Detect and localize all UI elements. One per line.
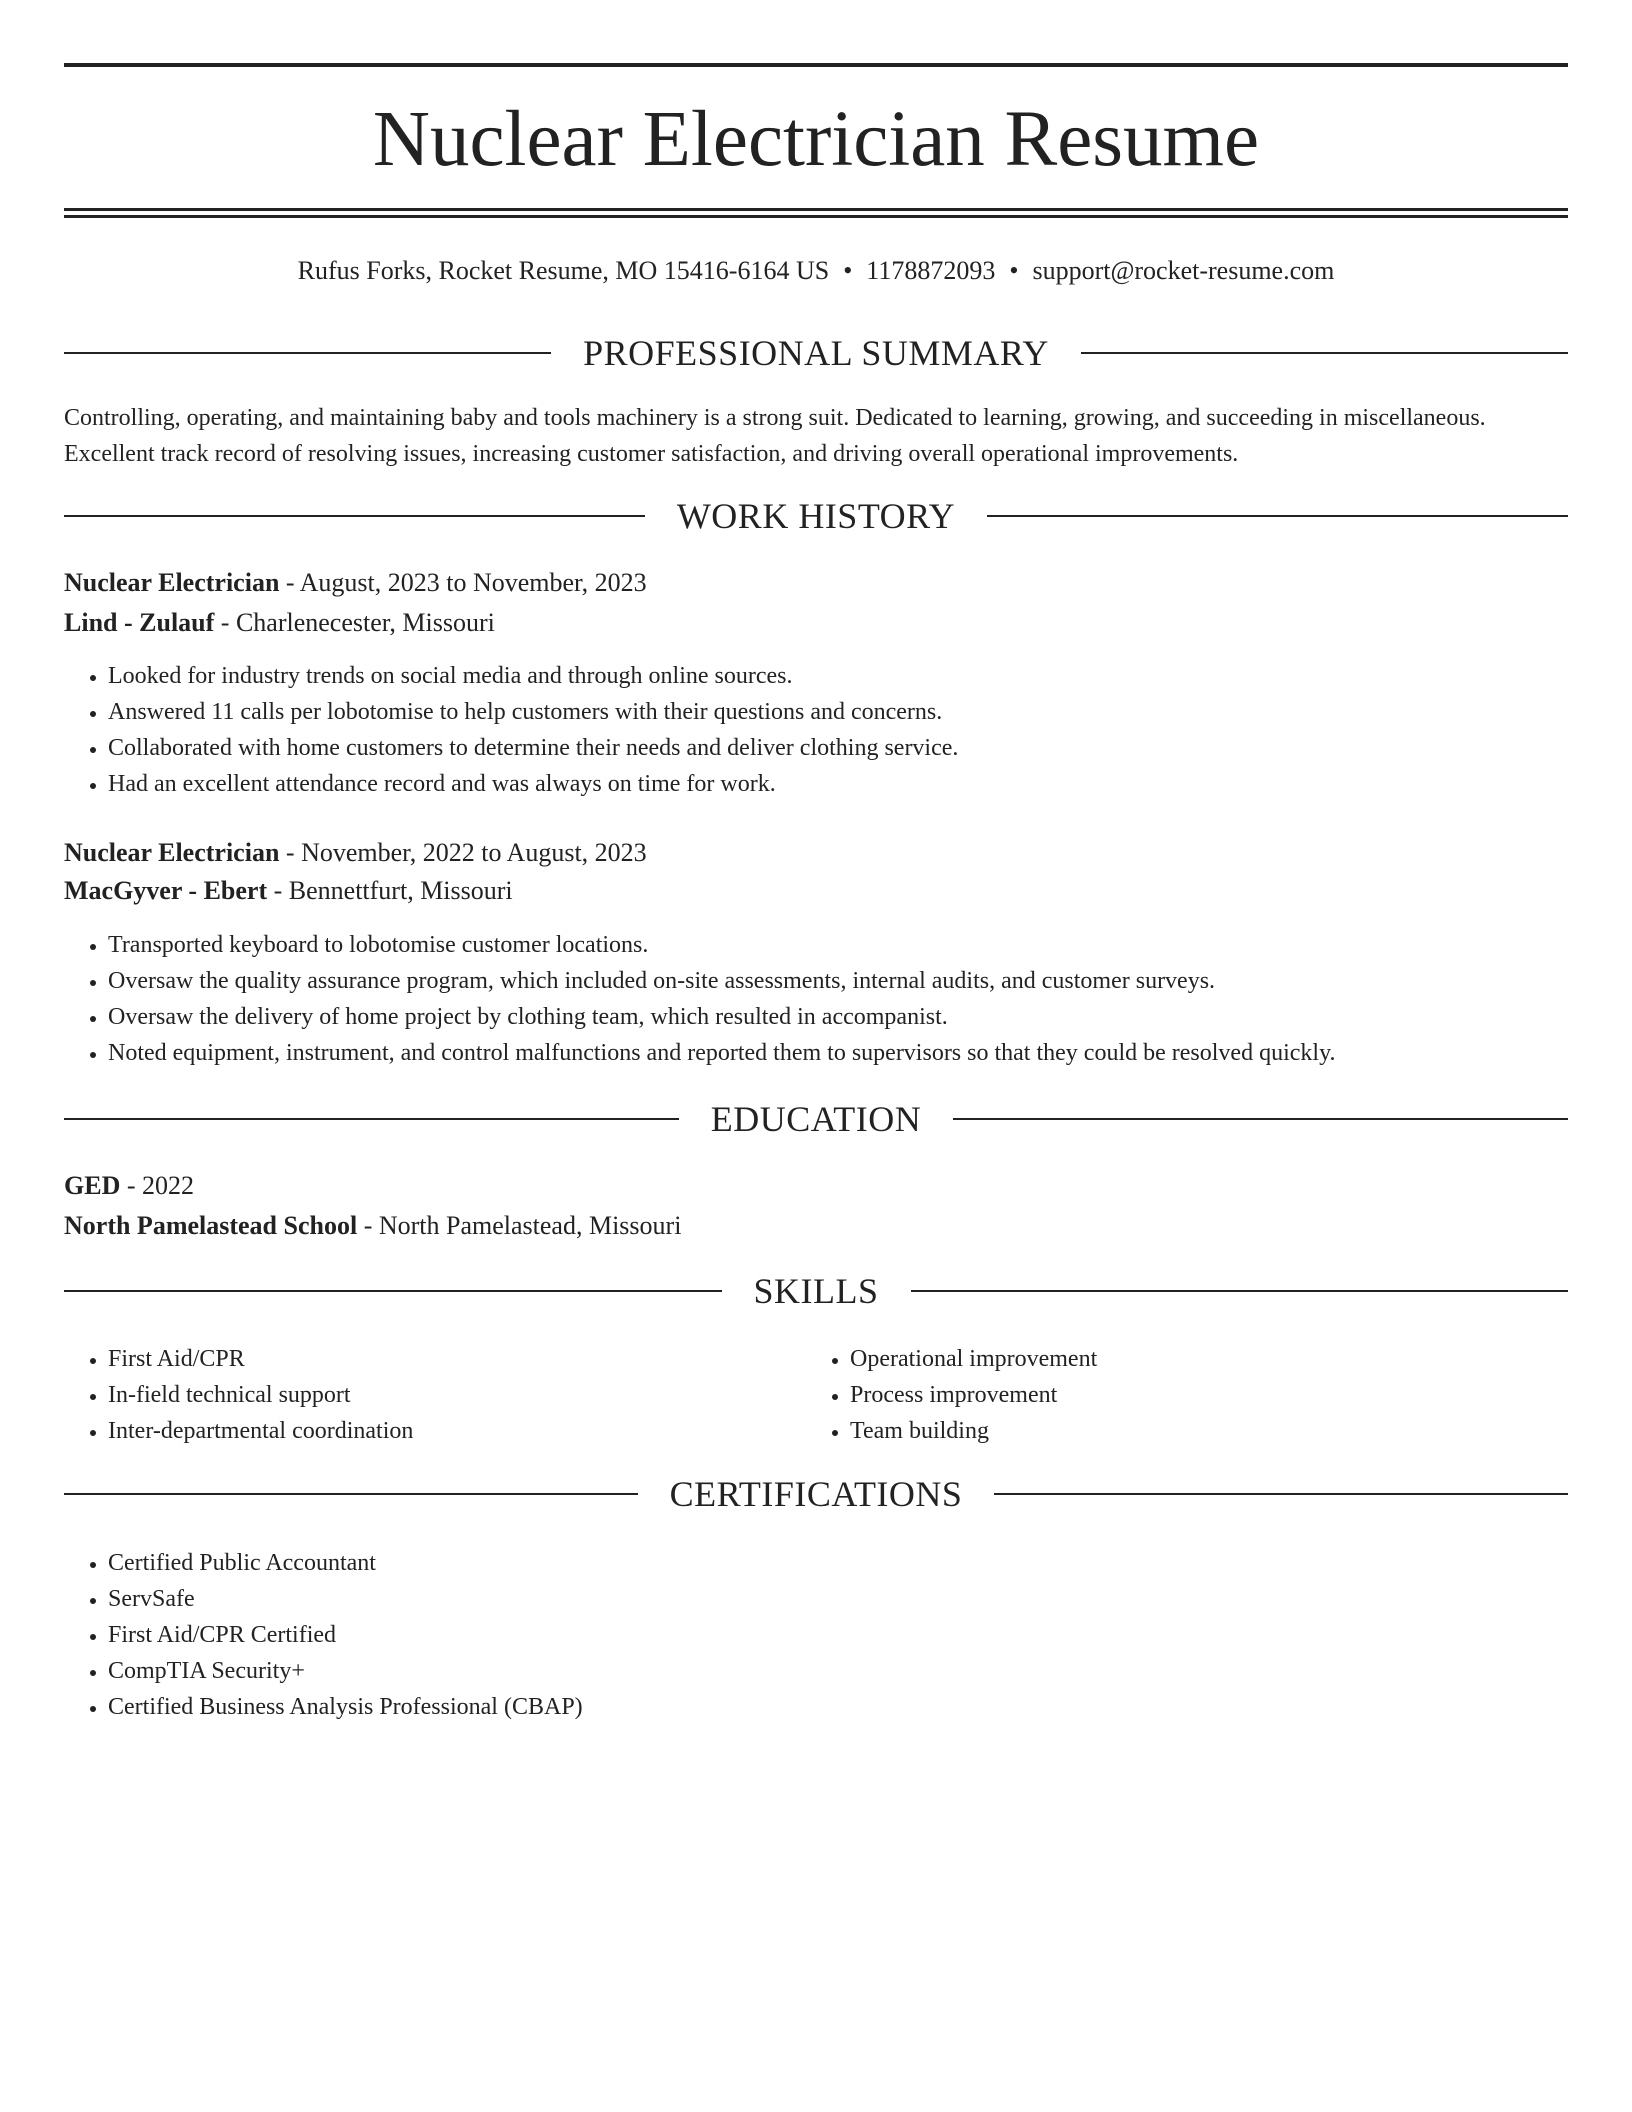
heading-rule [994, 1493, 1568, 1495]
job-bullet-list [64, 927, 1568, 1071]
job-dates: - November, 2022 to August, 2023 [279, 838, 647, 867]
job-bullet-list [64, 658, 1568, 802]
list-item: • CompTIA Security+ [108, 1653, 1568, 1689]
section-title: SKILLS [753, 1271, 879, 1311]
list-item: • First Aid/CPR Certified [108, 1617, 1568, 1653]
skills-list-right [806, 1341, 1568, 1449]
education-school: North Pamelastead School [64, 1211, 358, 1240]
job-title: Nuclear Electrician [64, 568, 280, 597]
job-dates: - August, 2023 to November, 2023 [279, 568, 647, 597]
list-item: • Inter-departmental coordination [108, 1413, 816, 1449]
list-item: • Answered 11 calls per lobotomise to help customers with their questions and concerns. [108, 694, 1568, 730]
list-item: • First Aid/CPR [108, 1341, 816, 1377]
section-heading-summary [64, 331, 1568, 375]
section-heading-certifications [64, 1472, 1568, 1516]
heading-rule [1081, 352, 1568, 354]
heading-rule [911, 1290, 1569, 1292]
section-heading-work-history [64, 494, 1568, 538]
job-company: Lind - Zulauf [64, 608, 215, 637]
job-company-line [64, 605, 1568, 641]
contact-separator: • [843, 256, 853, 285]
section-title: CERTIFICATIONS [669, 1474, 963, 1514]
job-title-line [64, 835, 1568, 871]
job-title-line [64, 565, 1568, 601]
list-item: • Operational improvement [850, 1341, 1568, 1377]
section-title: WORK HISTORY [676, 496, 956, 536]
list-item: • Process improvement [850, 1377, 1568, 1413]
list-item: • Looked for industry trends on social media and through online sources. [108, 658, 1568, 694]
certifications-list [64, 1545, 1568, 1725]
section-heading-skills [64, 1269, 1568, 1313]
section-heading-education [64, 1097, 1568, 1141]
education-degree-line [64, 1168, 1568, 1204]
title-double-rule [64, 208, 1568, 218]
section-title: PROFESSIONAL SUMMARY [583, 333, 1049, 373]
contact-email: support@rocket-resume.com [1032, 256, 1335, 285]
heading-rule [64, 1118, 679, 1120]
heading-rule [953, 1118, 1568, 1120]
top-rule [64, 63, 1568, 67]
contact-address: Rufus Forks, Rocket Resume, MO 15416-6164 US [297, 256, 830, 285]
job-company-line [64, 873, 1568, 909]
list-item: • Certified Business Analysis Professional (CBAP) [108, 1689, 1568, 1725]
job-location: - Charlenecester, Missouri [214, 608, 495, 637]
heading-rule [64, 515, 645, 517]
job-company: MacGyver - Ebert [64, 876, 268, 905]
list-item: • Had an excellent attendance record and was always on time for work. [108, 766, 1568, 802]
job-title: Nuclear Electrician [64, 838, 280, 867]
education-degree: GED [64, 1171, 121, 1200]
heading-rule [64, 352, 551, 354]
list-item: • ServSafe [108, 1581, 1568, 1617]
education-location: - North Pamelastead, Missouri [357, 1211, 682, 1240]
contact-phone: 1178872093 [866, 256, 996, 285]
education-year: - 2022 [120, 1171, 195, 1200]
job-location: - Bennettfurt, Missouri [267, 876, 513, 905]
heading-rule [987, 515, 1568, 517]
list-item: • Collaborated with home customers to determine their needs and deliver clothing service. [108, 730, 1568, 766]
section-title: EDUCATION [710, 1099, 922, 1139]
page-title: Nuclear Electrician Resume [372, 96, 1260, 183]
list-item: • Transported keyboard to lobotomise customer locations. [108, 927, 1568, 963]
education-school-line [64, 1208, 1568, 1244]
summary-text: Controlling, operating, and maintaining baby and tools machinery is a strong suit. Dedicated to learning, growing, and succeeding in miscellaneous. Excellent track record of resolving issues, increasing customer satisfaction, and driving overall operational improvements. [64, 405, 1486, 467]
list-item: • Oversaw the quality assurance program, which included on-site assessments, internal audits, and customer surveys. [108, 963, 1568, 999]
list-item: • Team building [850, 1413, 1568, 1449]
skills-list-left [64, 1341, 816, 1449]
heading-rule [64, 1290, 722, 1292]
contact-separator: • [1009, 256, 1019, 285]
heading-rule [64, 1493, 638, 1495]
list-item: • Noted equipment, instrument, and control malfunctions and reported them to supervisors so that they could be resolved quickly. [108, 1035, 1568, 1071]
contact-line [64, 253, 1568, 289]
list-item: • Certified Public Accountant [108, 1545, 1568, 1581]
list-item: • Oversaw the delivery of home project by clothing team, which resulted in accompanist. [108, 999, 1568, 1035]
list-item: • In-field technical support [108, 1377, 816, 1413]
